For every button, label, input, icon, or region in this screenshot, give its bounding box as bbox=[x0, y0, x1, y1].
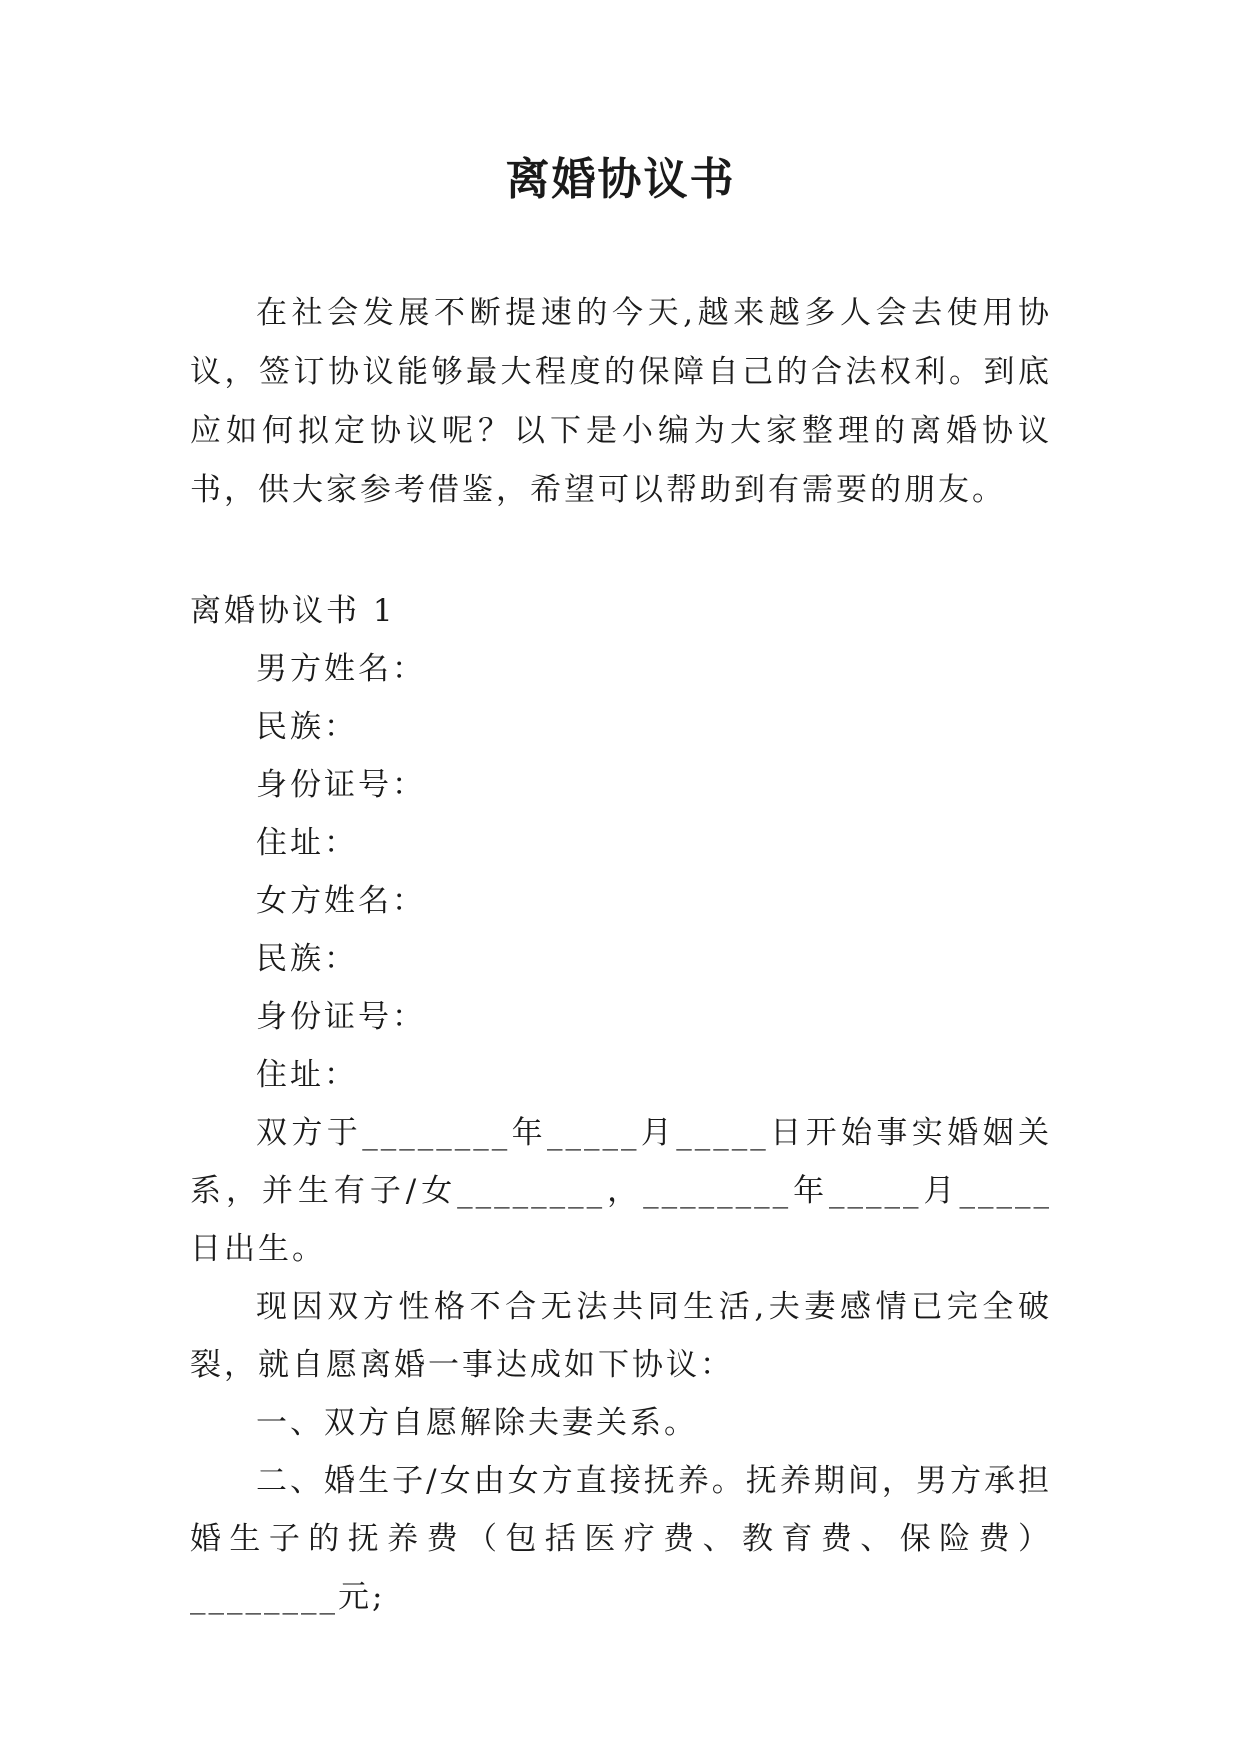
reason-paragraph: 现因双方性格不合无法共同生活,夫妻感情已完全破裂，就自愿离婚一事达成如下协议： bbox=[190, 1289, 1052, 1383]
clause-1: 一、双方自愿解除夫妻关系。 bbox=[256, 1405, 698, 1441]
male-ethnicity-field: 民族： bbox=[256, 709, 358, 745]
document-title: 离婚协议书 bbox=[505, 154, 736, 205]
female-ethnicity-field: 民族： bbox=[256, 941, 358, 977]
clause-2: 二、婚生子/女由女方直接抚养。抚养期间，男方承担婚生子的抚养费（包括医疗费、教育费、保险费）________元; bbox=[190, 1463, 1052, 1615]
female-address-field: 住址： bbox=[256, 1057, 358, 1093]
agreement-body bbox=[190, 582, 1052, 1626]
male-address-field: 住址： bbox=[256, 825, 358, 861]
female-name-field: 女方姓名： bbox=[256, 883, 426, 919]
female-id-field: 身份证号： bbox=[256, 999, 426, 1035]
male-id-field: 身份证号： bbox=[256, 767, 426, 803]
male-name-field: 男方姓名： bbox=[256, 651, 426, 687]
intro-paragraph: 在社会发展不断提速的今天,越来越多人会去使用协议，签订协议能够最大程度的保障自己的合法权利。到底应如何拟定协议呢？以下是小编为大家整理的离婚协议书，供大家参考借鉴，希望可以帮助到有需要的朋友。 bbox=[190, 295, 1052, 508]
section-heading: 离婚协议书 1 bbox=[190, 593, 396, 629]
marriage-paragraph: 双方于________年_____月_____日开始事实婚姻关系，并生有子/女________，________年_____月_____日出生。 bbox=[190, 1115, 1052, 1267]
